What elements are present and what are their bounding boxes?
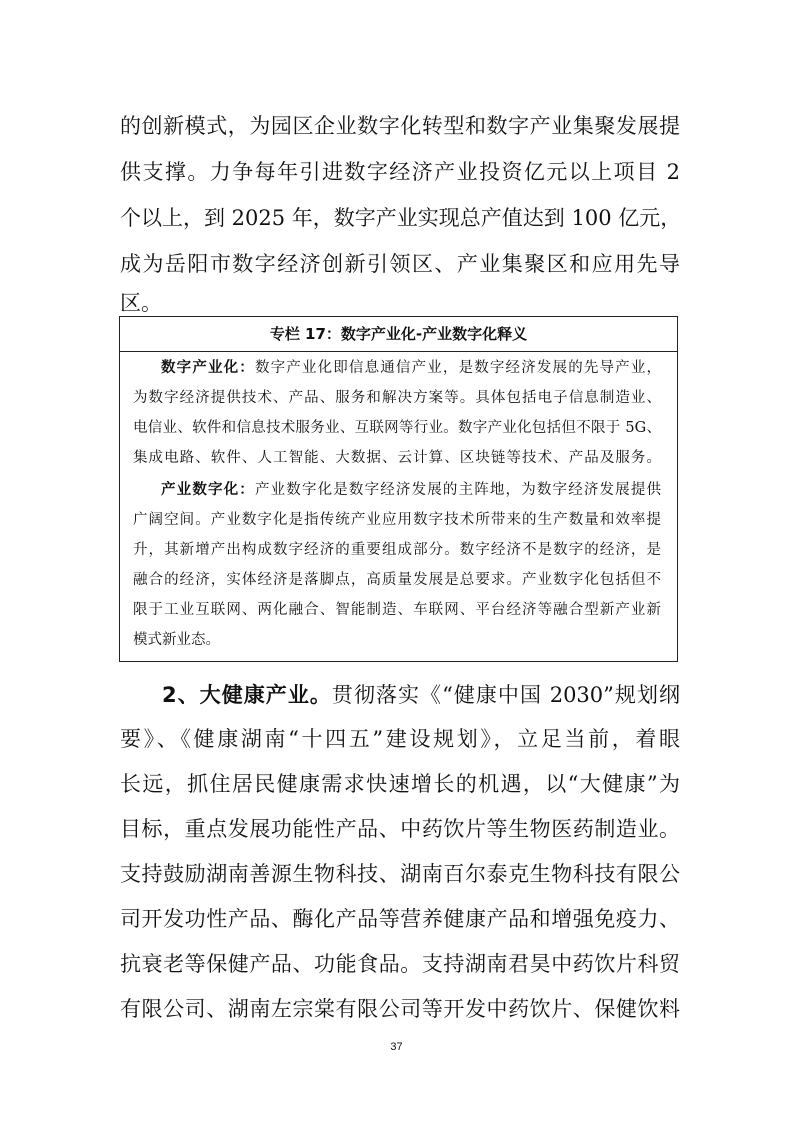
section2-line-3: 长远，抓住居民健康需求快速增长的机遇，以“大健康”为 [120,772,680,796]
box-p1-text-1: 数字产业化即信息通信产业，是数字经济发展的先导产业， [254,360,661,376]
box-p1-label: 数字产业化： [161,360,255,376]
box-p1-line-1 [161,358,661,378]
section2-line-2: 要》、《健康湖南“十四五”建设规划》，立足当前，着眼 [120,727,680,751]
section2-line-7: 抗衰老等保健产品、功能食品。支持湖南君昊中药饮片科贸 [120,952,680,976]
intro-line-4: 成为岳阳市数字经济创新引领区、产业集聚区和应用先导 [120,252,680,276]
box-p2-line-1 [161,480,661,500]
section2-line-6: 司开发功性产品、酶化产品等营养健康产品和增强免疫力、 [120,907,680,931]
special-column-title: 专栏 17：数字产业化-产业数字化释义 [120,317,677,352]
section2-line-8: 有限公司、湖南左宗棠有限公司等开发中药饮片、保健饮料 [120,997,680,1021]
intro-line-1: 的创新模式，为园区企业数字化转型和数字产业集聚发展提 [120,114,680,138]
section2-line-4: 目标，重点发展功能性产品、中药饮片等生物医药制造业。 [120,817,680,841]
section2-line-1 [162,681,680,709]
box-p1-line-2: 为数字经济提供技术、产品、服务和解决方案等。具体包括电子信息制造业、 [133,390,661,406]
section2-line-5: 支持鼓励湖南善源生物科技、湖南百尔泰克生物科技有限公 [120,862,680,886]
page-number: 37 [390,1041,403,1053]
section2-heading: 2、大健康产业。 [162,683,332,707]
box-p1-line-4: 集成电路、软件、人工智能、大数据、云计算、区块链等技术、产品及服务。 [133,450,661,466]
box-p2-line-3: 升，其新增产出构成数字经济的重要组成部分。数字经济不是数字的经济，是 [133,542,661,558]
box-p2-line-5: 限于工业互联网、两化融合、智能制造、车联网、平台经济等融合型新产业新 [133,602,661,618]
intro-line-2: 供支撑。力争每年引进数字经济产业投资亿元以上项目 2 [120,160,680,184]
box-p2-text-1: 产业数字化是数字经济发展的主阵地，为数字经济发展提供 [254,482,661,498]
box-p2-label: 产业数字化： [161,482,255,498]
special-column-box [119,316,678,662]
intro-line-5: 区。 [120,291,162,315]
box-p2-line-2: 广阔空间。产业数字化是指传统产业应用数字技术所带来的生产数量和效率提 [133,512,661,528]
box-p2-line-4: 融合的经济，实体经济是落脚点，高质量发展是总要求。产业数字化包括但不 [133,572,661,588]
intro-line-3: 个以上，到 2025 年，数字产业实现总产值达到 100 亿元， [120,206,682,230]
box-p2-line-6: 模式新业态。 [133,632,220,648]
box-p1-line-3: 电信业、软件和信息技术服务业、互联网等行业。数字产业化包括但不限于 5G、 [133,420,661,436]
section2-text-1: 贯彻落实《“健康中国 2030”规划纲 [331,683,680,707]
